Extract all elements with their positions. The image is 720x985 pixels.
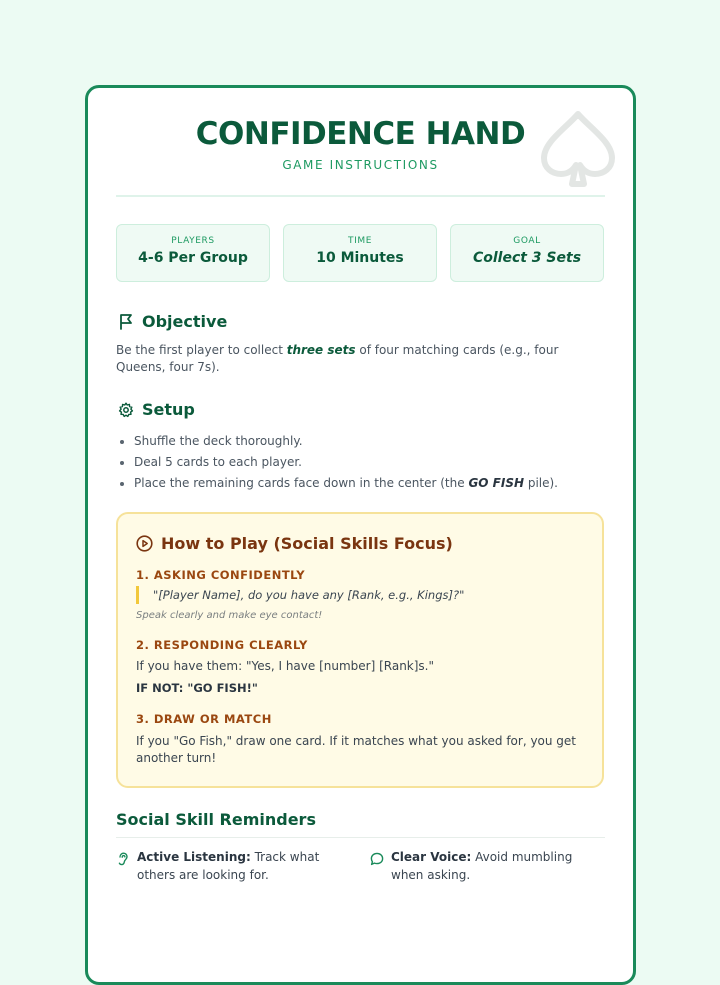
reminder-text: Avoid mumbling when asking. [391, 850, 573, 882]
objective-emphasis: three sets [286, 343, 356, 357]
header-divider [116, 195, 605, 197]
list-item-emphasis: GO FISH [468, 476, 525, 490]
setup-heading [118, 400, 195, 419]
reminder-item [370, 848, 600, 884]
play-circle-icon [136, 535, 153, 552]
setup-list [116, 431, 558, 494]
stat-value: 10 Minutes [316, 250, 404, 266]
stat-time [283, 224, 437, 282]
reminder-text: Track what others are looking for. [137, 850, 320, 882]
how-to-play-box [116, 512, 604, 788]
stats-row [116, 224, 606, 282]
reminders-heading: Social Skill Reminders [116, 810, 316, 829]
objective-text [116, 342, 596, 376]
objective-heading-text: Objective [142, 312, 228, 331]
setup-heading-text: Setup [142, 400, 195, 419]
list-item-text: Place the remaining cards face down in the center (the [134, 476, 469, 490]
speech-bubble-icon [370, 852, 384, 866]
step-hint: Speak clearly and make eye contact! [136, 610, 323, 621]
list-item: Shuffle the deck thoroughly. [116, 431, 558, 452]
gear-icon [118, 402, 134, 418]
reminder-item [116, 848, 346, 884]
flag-icon [118, 313, 134, 330]
step-title: 1. ASKING CONFIDENTLY [136, 568, 306, 582]
objective-text-part: Be the first player to collect [116, 343, 287, 357]
stat-players [116, 224, 270, 282]
ear-icon [116, 852, 130, 866]
step-title: 2. RESPONDING CLEARLY [136, 638, 308, 652]
how-to-play-heading [136, 534, 453, 553]
reminders-divider [116, 837, 605, 838]
step-text: If you have them: "Yes, I have [number] [Rank]s." [136, 659, 435, 673]
objective-text-part: of four matching cards (e.g., four Queens, four 7s). [116, 343, 559, 374]
stat-value: 4-6 Per Group [138, 250, 248, 266]
stat-label: PLAYERS [171, 236, 215, 246]
stat-value: Collect 3 Sets [472, 250, 582, 266]
objective-heading [118, 312, 227, 331]
stat-label: TIME [347, 236, 372, 246]
page-subtitle: GAME INSTRUCTIONS [282, 158, 439, 172]
step-text: If you "Go Fish," draw one card. If it matches what you asked for, you get another turn! [136, 734, 577, 765]
list-item [116, 473, 558, 494]
page-title: CONFIDENCE HAND [195, 116, 526, 152]
list-item: Deal 5 cards to each player. [116, 452, 558, 473]
example-quote: "[Player Name], do you have any [Rank, e.g., Kings]?" [136, 586, 464, 604]
list-item-text: pile). [524, 476, 558, 490]
stat-goal [450, 224, 604, 282]
reminder-title: Clear Voice: [391, 850, 472, 864]
step-title: 3. DRAW OR MATCH [136, 712, 272, 726]
reminder-title: Active Listening: [137, 850, 251, 864]
instruction-card [85, 85, 636, 985]
how-to-play-heading-text: How to Play (Social Skills Focus) [161, 534, 453, 553]
stat-label: GOAL [513, 236, 541, 246]
step-text: IF NOT: "GO FISH!" [136, 681, 258, 695]
